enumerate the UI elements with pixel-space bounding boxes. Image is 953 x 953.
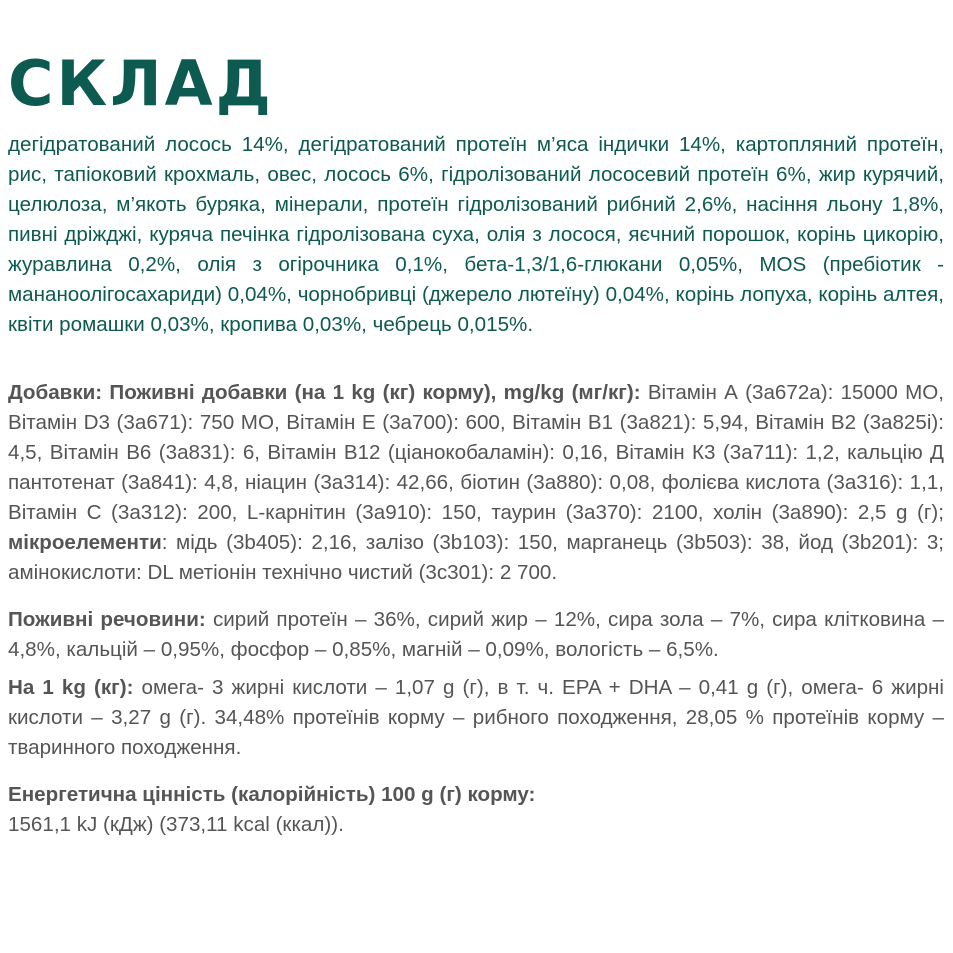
composition-text: дегідратований лосось 14%, дегідратований протеїн м’яса індички 14%, картопляний протеїн, рис, тапіоковий крохмаль, овес, лосось 6%, гідролізований лососевий протеїн 6%, жир курячий, целюлоза, м’якоть буряка, мінерали, протеїн гідролізований рибний 2,6%, насіння льону 1,8%, пивні дріжджі, куряча печінка гідролізована суха, олія з лосося, яєчний порошок, корінь цикорію, журавлина 0,2%, олія з огірочника 0,1%, бета-1,3/1,6-глюкани 0,05%, MOS (пребіотик - мананоолігосахариди) 0,04%, чорнобривці (джерело лютеїну) 0,04%, корінь лопуха, корінь алтея, квіти ромашки 0,03%, кропива 0,03%, чебрець 0,015%. bbox=[8, 133, 944, 336]
energy-section bbox=[8, 780, 944, 840]
nutrients-section bbox=[8, 605, 944, 665]
page-title: СКЛАД bbox=[8, 47, 274, 120]
per-kg-text: омега- 3 жирні кислоти – 1,07 g (г), в т. ч. EPA + DHA – 0,41 g (г), омега- 6 жирні кислоти – 3,27 g (г). 34,48% протеїнів корму – рибного походження, 28,05 % протеїнів корму – тваринного походження. bbox=[8, 676, 944, 759]
per-kg-heading: На 1 kg (кг): bbox=[8, 676, 134, 699]
nutrients-heading: Поживні речовини: bbox=[8, 608, 206, 631]
vitamins-text: Вітамін А (3а672а): 15000 МО, Вітамін D3 (3а671): 750 МО, Вітамін Е (3а700): 600, Вітамін В1 (3а821): 5,94, Вітамін В2 (3а825і): 4,5, Вітамін В6 (3а831): 6, Вітамін В12 (ціанокобаламін): 0,16, Вітамін К3 (3а711): 1,2, кальцію Д пантотенат (3а841): 4,8, ніацин (3а314): 42,66, біотин (3а880): 0,08, фолієва кислота (3а316): 1,1, Вітамін С (3а312): 200, L-карнітин (3а910): 150, таурин (3а370): 2100, холін (3а890): 2,5 g (г); bbox=[8, 381, 945, 524]
additives-section bbox=[8, 378, 944, 588]
energy-text: 1561,1 kJ (кДж) (373,11 kcal (ккал)). bbox=[8, 813, 344, 836]
energy-heading: Енергетична цінність (калорійність) 100 g (г) корму: bbox=[8, 783, 536, 806]
additives-heading: Добавки: Поживні добавки (на 1 kg (кг) корму), mg/kg (мг/кг): bbox=[8, 381, 641, 404]
per-kg-section bbox=[8, 673, 944, 763]
nutrients-text: сирий протеїн – 36%, сирий жир – 12%, сира зола – 7%, сира клітковина – 4,8%, кальцій – 0,95%, фосфор – 0,85%, магній – 0,09%, вологість – 6,5%. bbox=[8, 608, 944, 661]
microelements-heading: мікроелементи bbox=[8, 531, 162, 554]
microelements-text: : мідь (3b405): 2,16, залізо (3b103): 150, марганець (3b503): 38, йод (3b201): 3; амінокислоти: DL метіонін технічно чистий (3с301): 2 700. bbox=[8, 531, 944, 584]
composition-page bbox=[8, 0, 944, 840]
